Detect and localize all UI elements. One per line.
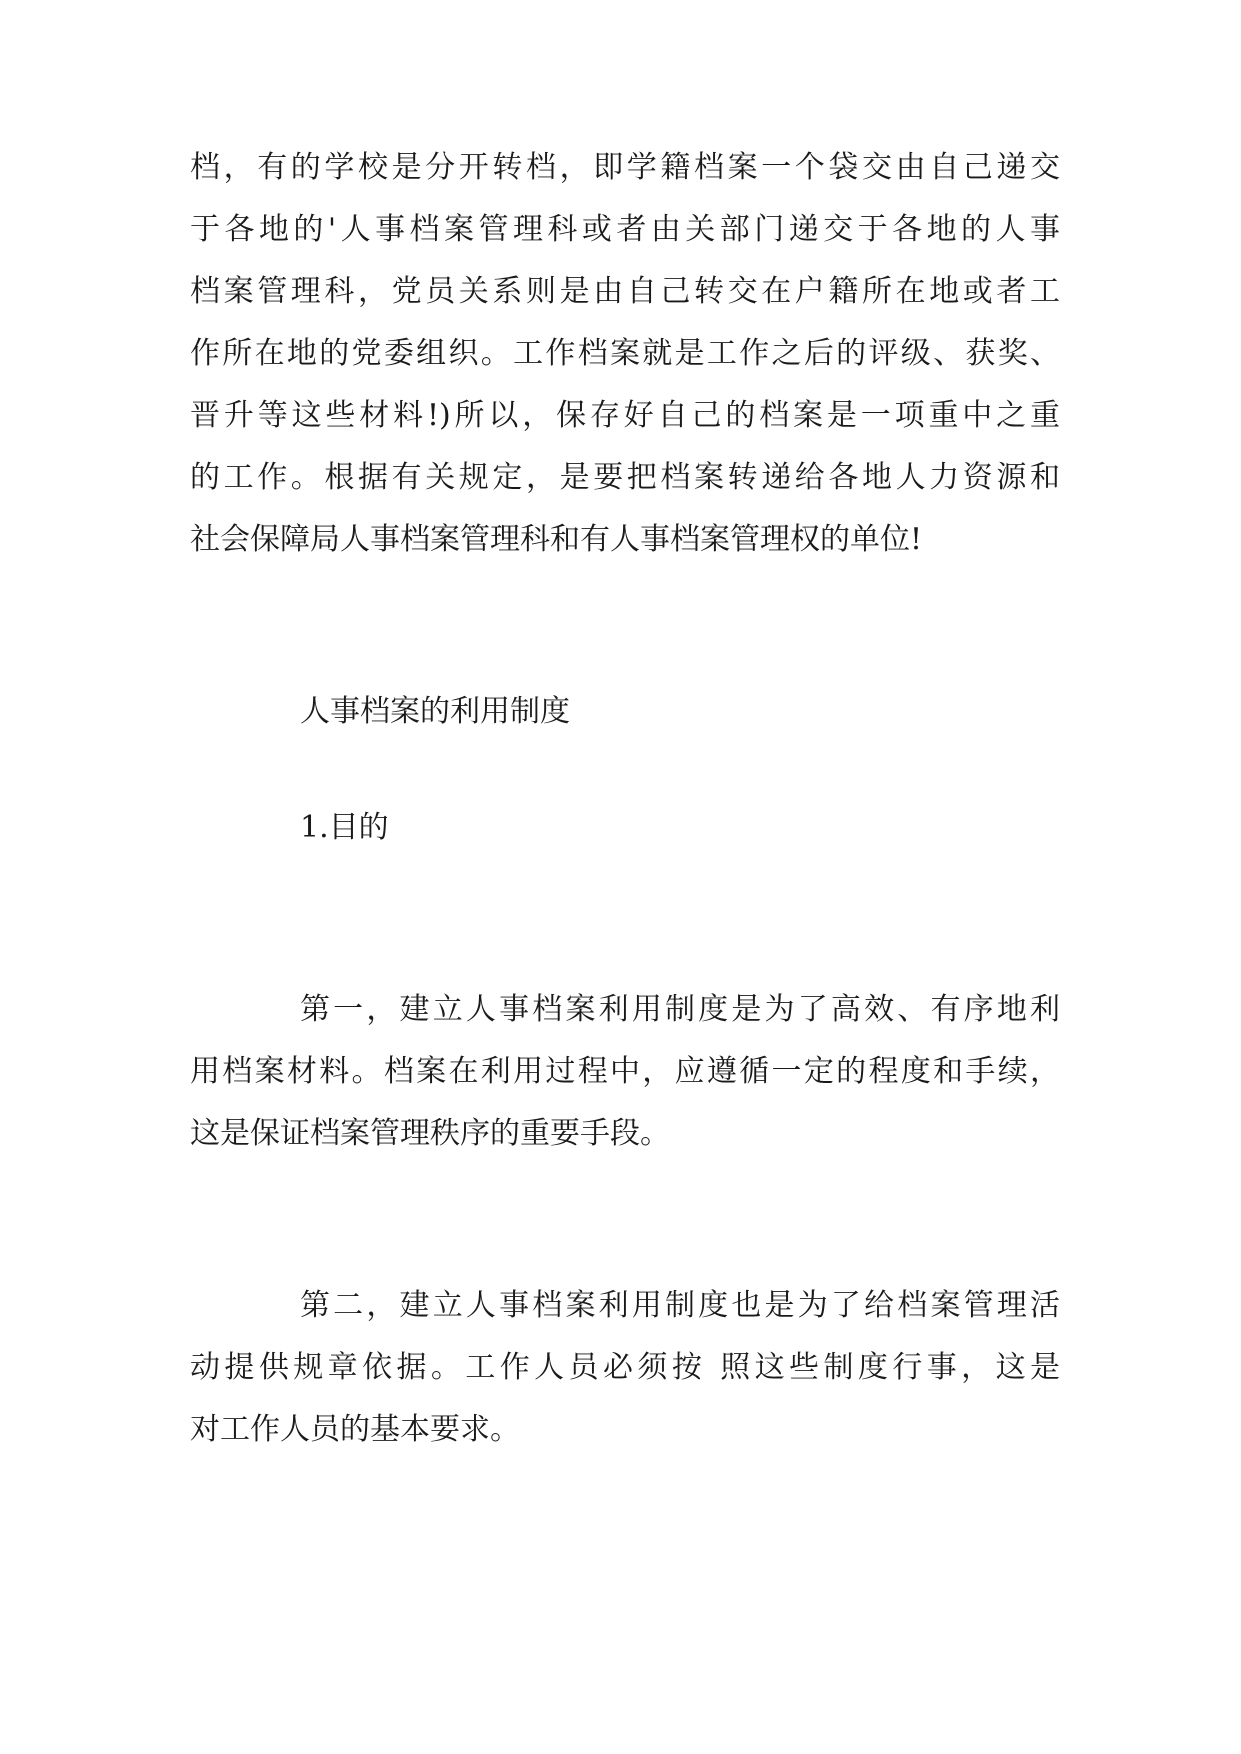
paragraph-3-line: 动提供规章依据。工作人员必须按 照这些制度行事，这是 (190, 1350, 1060, 1385)
paragraph-1-line: 的工作。根据有关规定，是要把档案转递给各地人力资源和 (190, 460, 1060, 495)
paragraph-1-line: 于各地的'人事档案管理科或者由关部门递交于各地的人事 (190, 212, 1060, 247)
paragraph-1-line: 档案管理科，党员关系则是由自己转交在户籍所在地或者工 (190, 274, 1060, 309)
paragraph-1-line: 档，有的学校是分开转档，即学籍档案一个袋交由自己递交 (190, 150, 1060, 185)
subsection-title: 1.目的 (300, 810, 389, 845)
paragraph-2-line: 这是保证档案管理秩序的重要手段。 (190, 1116, 670, 1151)
paragraph-3-line: 第二，建立人事档案利用制度也是为了给档案管理活 (300, 1288, 1060, 1323)
paragraph-2-line: 用档案材料。档案在利用过程中，应遵循一定的程度和手续， (190, 1054, 1060, 1089)
section-title: 人事档案的利用制度 (300, 694, 570, 729)
paragraph-3-line: 对工作人员的基本要求。 (190, 1412, 520, 1447)
paragraph-1-line: 晋升等这些材料!)所以，保存好自己的档案是一项重中之重 (190, 398, 1060, 433)
paragraph-2-line: 第一，建立人事档案利用制度是为了高效、有序地利 (300, 992, 1060, 1027)
paragraph-1-line: 作所在地的党委组织。工作档案就是工作之后的评级、获奖、 (190, 336, 1060, 371)
paragraph-1-line: 社会保障局人事档案管理科和有人事档案管理权的单位! (190, 522, 923, 557)
